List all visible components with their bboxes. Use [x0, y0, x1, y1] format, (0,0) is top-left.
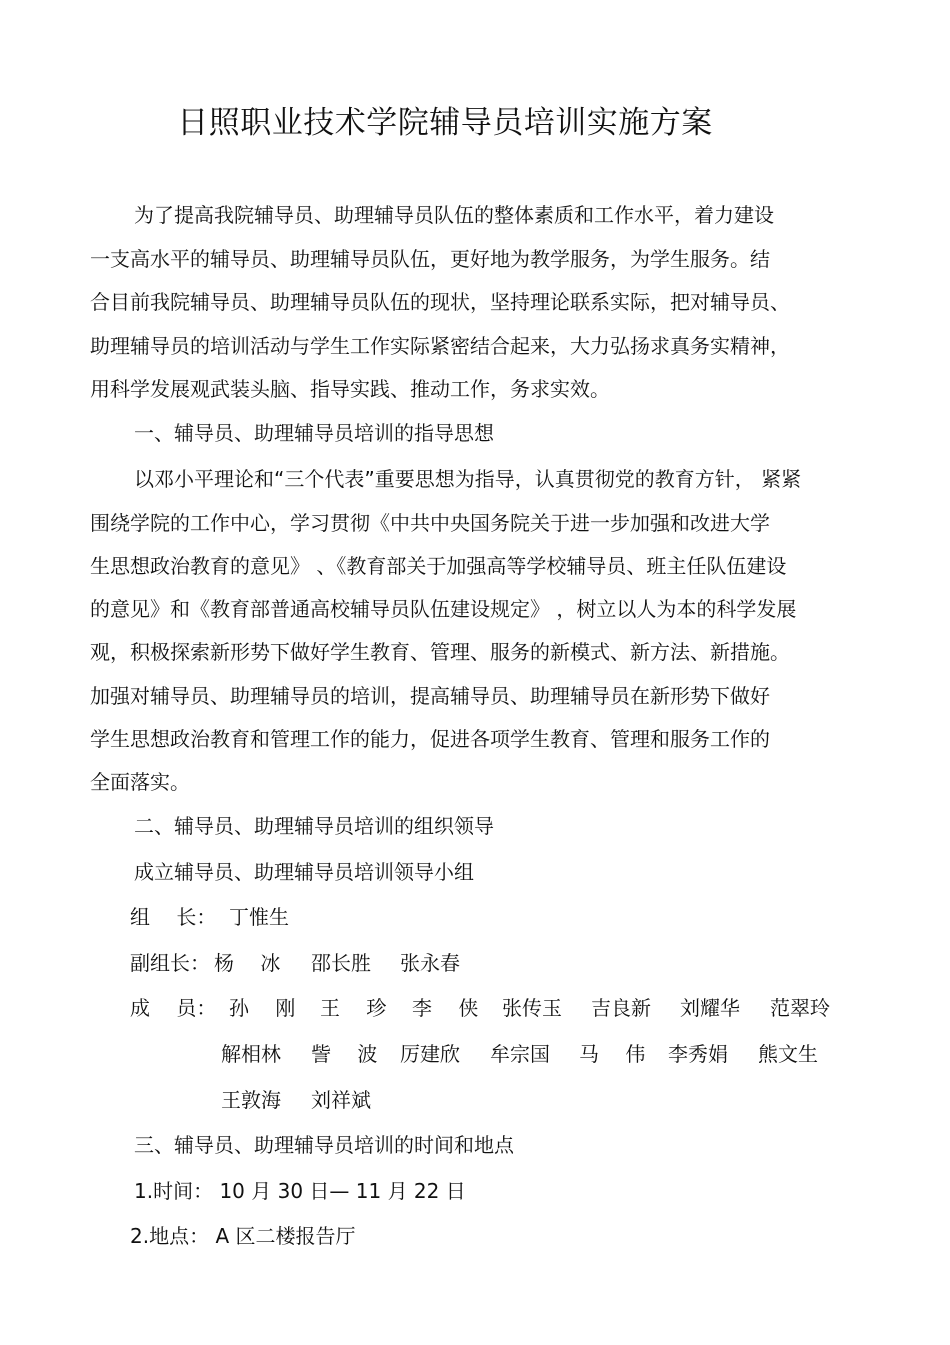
deputy-name: 张永春 — [400, 951, 460, 975]
leader-label: 组 长： — [130, 905, 217, 929]
intro-line: 为了提高我院辅导员、助理辅导员队伍的整体素质和工作水平，着力建设 — [134, 203, 774, 227]
member-name: 訾 波 — [311, 1042, 378, 1066]
member-name: 刘祥斌 — [311, 1088, 371, 1112]
body-line: 围绕学院的工作中心，学习贯彻《中共中央国务院关于进一步加强和改进大学 — [90, 511, 770, 535]
member-name: 范翠玲 — [770, 996, 830, 1020]
body-line: 生思想政治教育的意见》 、《教育部关于加强高等学校辅导员、班主任队伍建设 — [90, 554, 787, 578]
member-name: 熊文生 — [758, 1042, 818, 1066]
member-name: 王 珍 — [320, 996, 387, 1020]
deputy-name: 杨 冰 — [214, 951, 281, 975]
leader-name: 丁惟生 — [229, 905, 289, 929]
deputy-label: 副组长： — [130, 951, 210, 975]
member-name: 孙 刚 — [229, 996, 296, 1020]
training-place: 2.地点： A 区二楼报告厅 — [130, 1224, 356, 1248]
member-name: 马 伟 — [579, 1042, 646, 1066]
member-name: 刘耀华 — [680, 996, 740, 1020]
body-line: 加强对辅导员、助理辅导员的培训，提高辅导员、助理辅导员在新形势下做好 — [90, 684, 770, 708]
member-name: 王敦海 — [221, 1088, 281, 1112]
body-line: 以邓小平理论和“三个代表”重要思想为指导，认真贯彻党的教育方针， 紧紧 — [134, 467, 802, 491]
section-heading: 二、辅导员、助理辅导员培训的组织领导 — [134, 814, 494, 838]
section-heading: 三、辅导员、助理辅导员培训的时间和地点 — [134, 1133, 514, 1157]
deputy-name: 邵长胜 — [311, 951, 371, 975]
member-name: 张传玉 — [502, 996, 562, 1020]
body-line: 全面落实。 — [90, 770, 190, 794]
body-line: 观，积极探索新形势下做好学生教育、管理、服务的新模式、新方法、新措施。 — [90, 640, 790, 664]
training-time: 1.时间： 10 月 30 日— 11 月 22 日 — [134, 1179, 466, 1203]
member-name: 牟宗国 — [490, 1042, 550, 1066]
member-name: 厉建欣 — [400, 1042, 460, 1066]
intro-line: 一支高水平的辅导员、助理辅导员队伍，更好地为教学服务，为学生服务。结 — [90, 247, 770, 271]
member-name: 解相林 — [221, 1042, 281, 1066]
members-label: 成 员： — [130, 996, 217, 1020]
member-name: 李 侠 — [412, 996, 479, 1020]
body-line: 的意见》和《教育部普通高校辅导员队伍建设规定》 ，树立以人为本的科学发展 — [90, 597, 797, 621]
intro-line: 助理辅导员的培训活动与学生工作实际紧密结合起来，大力弘扬求真务实精神， — [90, 334, 790, 358]
document-title: 日照职业技术学院辅导员培训实施方案 — [177, 105, 713, 141]
section-heading: 一、辅导员、助理辅导员培训的指导思想 — [134, 421, 494, 445]
group-title: 成立辅导员、助理辅导员培训领导小组 — [134, 860, 474, 884]
member-name: 李秀娟 — [668, 1042, 728, 1066]
intro-line: 合目前我院辅导员、助理辅导员队伍的现状，坚持理论联系实际，把对辅导员、 — [90, 290, 790, 314]
intro-line: 用科学发展观武装头脑、指导实践、推动工作，务求实效。 — [90, 377, 610, 401]
member-name: 吉良新 — [591, 996, 651, 1020]
body-line: 学生思想政治教育和管理工作的能力，促进各项学生教育、管理和服务工作的 — [90, 727, 770, 751]
